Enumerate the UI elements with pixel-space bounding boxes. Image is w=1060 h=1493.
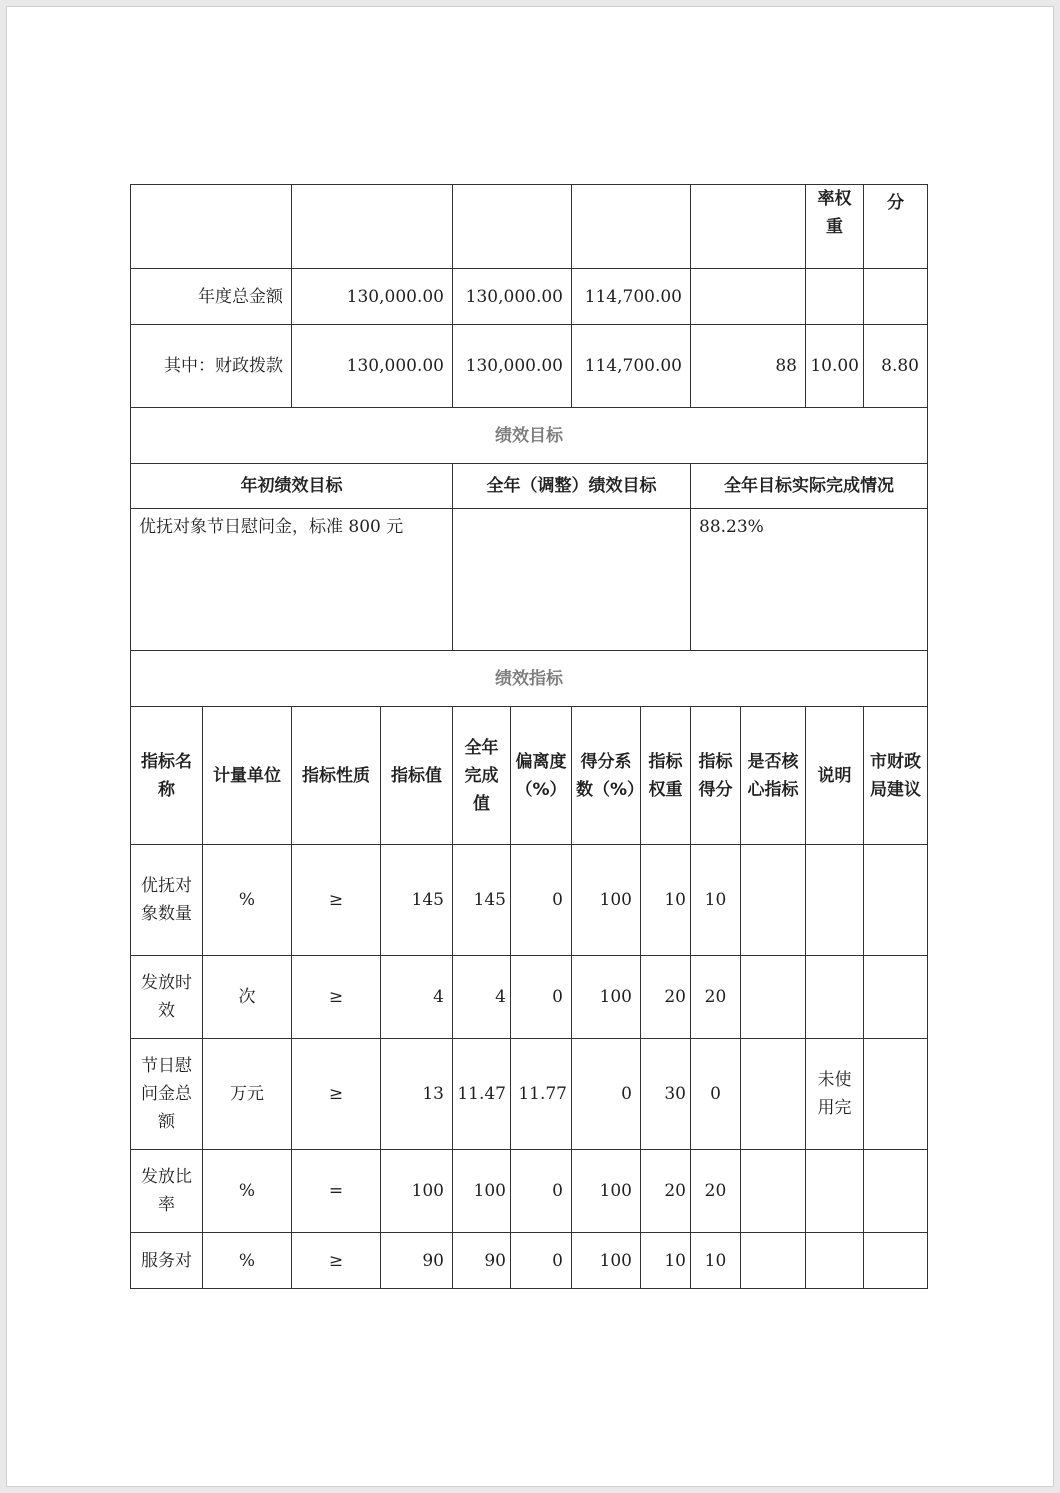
budget-initial: 130,000.00 (292, 325, 453, 408)
indicator-score: 10 (691, 845, 741, 956)
budget-weight (806, 269, 864, 325)
budget-actual: 114,700.00 (572, 325, 691, 408)
indicator-unit: % (203, 1233, 292, 1289)
indicator-deviation: 11.77 (511, 1039, 572, 1150)
indicator-completed: 145 (453, 845, 511, 956)
indicator-core (741, 845, 806, 956)
indicator-name: 发放比率 (131, 1150, 203, 1233)
goals-section-title: 绩效目标 (131, 408, 928, 464)
indicator-completed: 11.47 (453, 1039, 511, 1150)
indicator-value: 13 (381, 1039, 453, 1150)
indicators-section-row (131, 651, 928, 707)
budget-score (864, 269, 928, 325)
header-coefficient: 得分系数（%） (572, 707, 641, 845)
indicator-deviation: 0 (511, 845, 572, 956)
indicator-note (806, 956, 864, 1039)
indicator-value: 4 (381, 956, 453, 1039)
indicator-note (806, 1233, 864, 1289)
adjusted-goal-text (453, 509, 691, 651)
indicator-name: 优抚对象数量 (131, 845, 203, 956)
indicator-unit: 万元 (203, 1039, 292, 1150)
budget-label: 年度总金额 (131, 269, 292, 325)
indicator-advice (864, 956, 928, 1039)
indicator-weight: 20 (641, 956, 691, 1039)
indicator-coefficient: 100 (572, 845, 641, 956)
indicator-advice (864, 1150, 928, 1233)
indicator-weight: 30 (641, 1039, 691, 1150)
header-deviation: 偏离度（%） (511, 707, 572, 845)
goals-header-actual: 全年目标实际完成情况 (691, 464, 928, 509)
budget-adjusted: 130,000.00 (453, 325, 572, 408)
goals-header-initial: 年初绩效目标 (131, 464, 453, 509)
budget-actual: 114,700.00 (572, 269, 691, 325)
budget-rate: 88 (691, 325, 806, 408)
indicator-nature: = (292, 1150, 381, 1233)
indicator-advice (864, 845, 928, 956)
goals-content-row (131, 509, 928, 651)
indicator-name: 发放时效 (131, 956, 203, 1039)
indicators-header-row (131, 707, 928, 845)
indicator-note (806, 1150, 864, 1233)
indicator-core (741, 1150, 806, 1233)
budget-label: 其中：财政拨款 (131, 325, 292, 408)
indicator-score: 0 (691, 1039, 741, 1150)
indicator-row (131, 1233, 928, 1289)
indicator-core (741, 1039, 806, 1150)
indicator-row (131, 1039, 928, 1150)
indicator-note: 未使用完 (806, 1039, 864, 1150)
indicator-note (806, 845, 864, 956)
budget-weight: 10.00 (806, 325, 864, 408)
budget-header-row (131, 185, 928, 269)
indicator-unit: 次 (203, 956, 292, 1039)
header-completed-value: 全年完成值 (453, 707, 511, 845)
indicator-core (741, 956, 806, 1039)
indicator-score: 20 (691, 1150, 741, 1233)
indicator-row (131, 845, 928, 956)
indicator-score: 20 (691, 956, 741, 1039)
indicator-deviation: 0 (511, 1150, 572, 1233)
indicator-nature: ≥ (292, 1039, 381, 1150)
indicator-coefficient: 100 (572, 956, 641, 1039)
indicator-value: 145 (381, 845, 453, 956)
budget-adjusted: 130,000.00 (453, 269, 572, 325)
indicator-score: 10 (691, 1233, 741, 1289)
indicator-name: 节日慰问金总额 (131, 1039, 203, 1150)
header-target-value: 指标值 (381, 707, 453, 845)
indicator-value: 90 (381, 1233, 453, 1289)
budget-row (131, 325, 928, 408)
header-note: 说明 (806, 707, 864, 845)
indicator-unit: % (203, 1150, 292, 1233)
indicator-completed: 100 (453, 1150, 511, 1233)
indicator-advice (864, 1039, 928, 1150)
budget-initial: 130,000.00 (292, 269, 453, 325)
score-header: 分 (864, 185, 928, 269)
indicator-nature: ≥ (292, 845, 381, 956)
actual-completion-text: 88.23% (691, 509, 928, 651)
header-nature: 指标性质 (292, 707, 381, 845)
performance-table (130, 184, 928, 1289)
indicator-completed: 90 (453, 1233, 511, 1289)
indicator-advice (864, 1233, 928, 1289)
indicator-completed: 4 (453, 956, 511, 1039)
header-indicator-name: 指标名称 (131, 707, 203, 845)
indicator-coefficient: 100 (572, 1150, 641, 1233)
indicator-name: 服务对 (131, 1233, 203, 1289)
header-score: 指标得分 (691, 707, 741, 845)
header-core: 是否核心指标 (741, 707, 806, 845)
rate-weight-header: 率权重 (806, 185, 864, 269)
budget-rate (691, 269, 806, 325)
budget-score: 8.80 (864, 325, 928, 408)
indicator-deviation: 0 (511, 956, 572, 1039)
indicator-core (741, 1233, 806, 1289)
indicator-unit: % (203, 845, 292, 956)
indicator-row (131, 956, 928, 1039)
initial-goal-text: 优抚对象节日慰问金，标准 800 元 (131, 509, 453, 651)
indicator-coefficient: 100 (572, 1233, 641, 1289)
indicator-weight: 10 (641, 845, 691, 956)
indicators-section-title: 绩效指标 (131, 651, 928, 707)
budget-row (131, 269, 928, 325)
indicator-weight: 10 (641, 1233, 691, 1289)
goals-section-row (131, 408, 928, 464)
indicator-nature: ≥ (292, 956, 381, 1039)
goals-header-adjusted: 全年（调整）绩效目标 (453, 464, 691, 509)
header-advice: 市财政局建议 (864, 707, 928, 845)
indicator-weight: 20 (641, 1150, 691, 1233)
indicator-coefficient: 0 (572, 1039, 641, 1150)
indicator-row (131, 1150, 928, 1233)
indicator-nature: ≥ (292, 1233, 381, 1289)
header-weight: 指标权重 (641, 707, 691, 845)
goals-header-row (131, 464, 928, 509)
header-unit: 计量单位 (203, 707, 292, 845)
indicator-deviation: 0 (511, 1233, 572, 1289)
indicator-value: 100 (381, 1150, 453, 1233)
